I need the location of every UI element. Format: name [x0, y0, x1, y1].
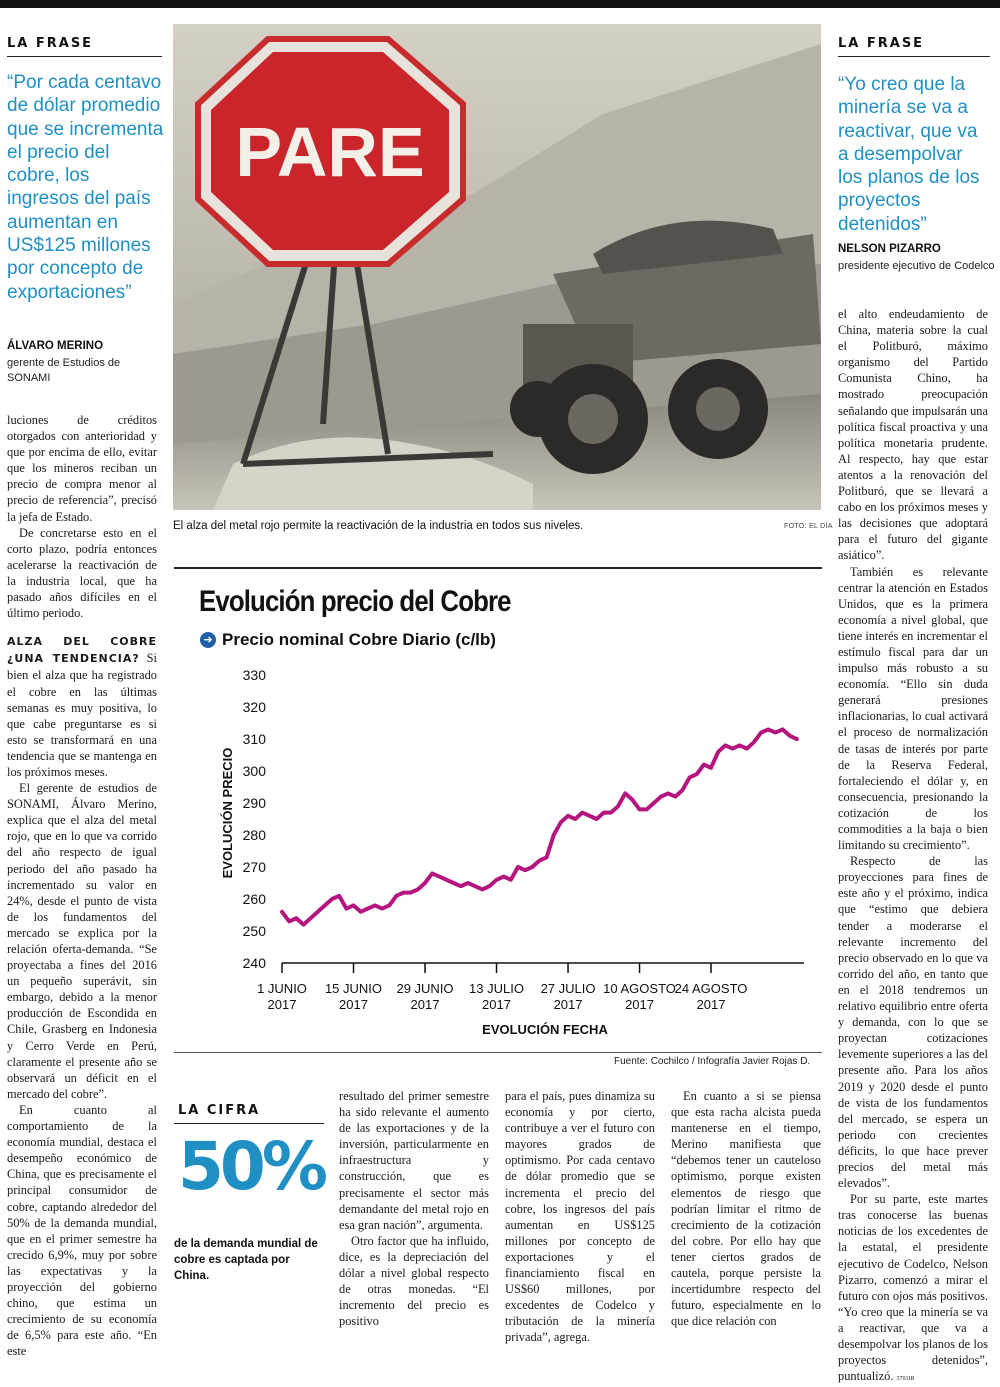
- x-tick-label: 10 AGOSTO: [603, 981, 676, 996]
- right-signature: 3701IR: [896, 1376, 915, 1383]
- y-tick-label: 280: [242, 827, 266, 843]
- bottom-col-1: [339, 1088, 489, 1329]
- x-tick-label: 2017: [553, 997, 583, 1012]
- x-tick-label: 2017: [339, 997, 368, 1012]
- right-quote-name: NELSON PIZARRO: [838, 243, 941, 255]
- x-tick-label: 24 AGOSTO: [674, 981, 748, 996]
- x-axis-label: EVOLUCIÓN FECHA: [482, 1022, 608, 1037]
- chart-top-rule: [174, 567, 822, 569]
- bottom-c3-p1: En cuanto a si se piensa que esta racha alcista pueda mantenerse en el tiempo, Merino manifiesta que “debemos tener un cauteloso optimismo, porque existen elementos de riesgo que podrían limitar el ritmo de crecimiento de la cotización del cobre. Por ello hay que tener ciertos grados de cautela, porque persiste la incertidumbre respecto del futuro, especialmente en lo que dice relación con: [671, 1089, 821, 1329]
- bottom-c2-p1: para el país, pues dinamiza su economía y por cierto, contribuye a ver el futuro con mayores grados de optimismo. Por cada centavo de dólar promedio que se incrementa el precio del cobre, los ingresos del país aumentan en US$125 millones por concepto de exportaciones y el financiamiento fiscal en US$60 millones, por excedentes de Codelco y tributación de la minería privada”, agrega.: [505, 1089, 655, 1345]
- chart-subtitle: Precio nominal Cobre Diario (c/lb): [222, 630, 496, 649]
- x-tick-label: 2017: [625, 997, 654, 1012]
- x-tick-label: 2017: [696, 997, 726, 1012]
- cifra-rule: [174, 1123, 324, 1124]
- chevron-right-icon: ➜: [200, 632, 216, 648]
- x-tick-label: 1 JUNIO: [257, 981, 307, 996]
- x-tick-label: 2017: [482, 997, 511, 1012]
- right-quote-text: “Yo creo que la minería se va a reactivar, que va a desempolvar los planos de los proyectos detenidos”: [838, 74, 980, 235]
- y-axis-label: EVOLUCIÓN PRECIO: [220, 747, 235, 879]
- photo: [173, 24, 821, 510]
- x-axis: [257, 963, 804, 1012]
- x-tick-label: 13 JULIO: [469, 981, 524, 996]
- plot-area: [282, 729, 797, 924]
- left-p4: El gerente de estudios de SONAMI, Álvaro Merino, explica que el alza del metal rojo, que en lo que va corrido del año respecto de igual periodo del año pasado ha incrementado su valor en 24%, desde el punto de vista de los fundamentos del mercado se explica por la relación oferta-demanda. “Se proyectaba a fines del 2016 un pequeño superávit, sin embargo, debido a la menor producción de Escondida en Chile, Grasberg en Indonesia y Cerro Verde en Perú, claramente el presente año se observará un déficit en el mercado del cobre”.: [7, 781, 157, 1101]
- y-tick-label: 310: [242, 731, 266, 747]
- right-p4: Por su parte, este martes tras conocerse las buenas noticias de los excedentes de la estatal, el presidente ejecutivo de Codelco, Nelson Pizarro, comenzó a mirar el futuro con ojos más positivos. “Yo creo que la minería se va a reactivar, que va a desempolvar los planos de los proyectos detenidos”, puntualizó.: [838, 1192, 988, 1384]
- chart-bottom-rule: [174, 1052, 822, 1053]
- left-p2: De concretarse esto en el corto plazo, podría entonces acelerarse la reactivación de la industria local, que ha pasado años difíciles en el último periodo.: [7, 525, 157, 621]
- bottom-col-2: [505, 1088, 655, 1346]
- left-quote-role: gerente de Estudios de SONAMI: [7, 357, 121, 384]
- right-p2: También es relevante centrar la atención en Estados Unidos, que es la primera economía a nivel global, que tiene interés en incrementar el estímulo fiscal para dar un impulso más robusto a su economía. “Ello sin duda generará presiones inflacionarias, lo cual activará el proceso de normalización de tasas de interés por parte de la Reserva Federal, fortaleciendo el dólar y, en consecuencia, presionando la cotización de los commodities a la baja o bien limitando su crecimiento”.: [838, 564, 988, 853]
- top-bar: [0, 0, 1000, 8]
- y-tick-label: 250: [242, 923, 266, 939]
- y-axis-ticks: [243, 667, 267, 971]
- x-tick-label: 2017: [410, 997, 440, 1012]
- y-tick-label: 330: [242, 667, 266, 683]
- price-chart: [174, 655, 822, 1040]
- bottom-c1-p2: Otro factor que ha influido, dice, es la depreciación del dólar a nivel global respecto de otras monedas. “El incremento del precio es positivo: [339, 1233, 489, 1329]
- bottom-col-3: [671, 1088, 821, 1329]
- photo-caption: El alza del metal rojo permite la reactivación de la industria en todos sus niveles.: [173, 520, 584, 532]
- right-p4-wrap: [838, 1191, 988, 1387]
- left-quote-name: ÁLVARO MERINO: [7, 340, 104, 352]
- left-p1: luciones de créditos otorgados con anterioridad y que por encima de ello, evitar que los mineros reciban un precio de compra menor al precio de referencia”, precisó la jefa de Estado.: [7, 413, 157, 524]
- right-p3: Respecto de las proyecciones para fines de este año y el próximo, indica que “estimo que debiera tender a moderarse el relevante incremento del precio observado en lo que va corrido del año, en tanto que en el 2018 tendremos un relativo equilibrio entre oferta y demanda, con lo que se proyectan cotizaciones levemente superiores a las del presente año. Para los años 2019 y 2020 desde el punto de vista de los fundamentos del mercado, se espera un periodo con crecientes déficits, lo que hace prever precios del metal más elevados”.: [838, 854, 988, 1191]
- photo-illustration: [173, 24, 821, 510]
- stop-sign-text: PARE: [235, 113, 425, 191]
- left-column: [7, 412, 157, 1359]
- y-tick-label: 320: [242, 699, 266, 715]
- y-tick-label: 270: [242, 859, 266, 875]
- right-quote-role: presidente ejecutivo de Codelco: [838, 260, 995, 272]
- left-p3-wrap: [7, 633, 157, 780]
- right-column: [838, 306, 988, 1387]
- left-p5: En cuanto al comportamiento de la economía mundial, destaca el desempeño económico de China, que es precisamente el principal consumidor de cobre, captando alrededor del 50% de la demanda mundial, que en el primer semestre ha crecido 6,9%, muy por sobre las expectativas y la proyección del gobierno chino, que estima un crecimiento de su economía de 6,5% para este año. “En este: [7, 1102, 157, 1359]
- chart-source: Fuente: Cochilco / Infografía Javier Rojas D.: [614, 1056, 811, 1067]
- x-tick-label: 15 JUNIO: [324, 981, 383, 996]
- left-quote-kicker: LA FRASE: [7, 36, 94, 51]
- photo-credit: FOTO: EL DÍA: [784, 523, 833, 530]
- bottom-c1-p1: resultado del primer semestre ha sido relevante el aumento de las exportaciones y de la inversión, particularmente en infraestructura y construcción, que es precisamente el sector más demandante del metal rojo en esa gran nación”, argumenta.: [339, 1089, 489, 1232]
- chart-title: Evolución precio del Cobre: [199, 585, 511, 618]
- y-tick-label: 290: [242, 795, 266, 811]
- stop-sign-shape: [198, 39, 463, 264]
- left-p3: Si bien el alza que ha registrado el cobre en las últimas semanas es muy positiva, lo que cabe preguntarse es si esto se transformará en una tendencia que se mantenga en los próximos meses.: [7, 651, 157, 779]
- cifra-number: 50%: [178, 1128, 324, 1205]
- y-tick-label: 260: [242, 891, 266, 907]
- right-p1: el alto endeudamiento de China, materia sobre la cual el Politburó, máximo organismo del Partido Comunista Chino, ha mostrado preocupación señalando que impulsarán una política fiscal proactiva y una política monetaria prudente. Al respecto, hay que estar atentos a la renovación del Politburó, que se llevará a cabo en los próximos meses y las decisiones que adoptará para el futuro del gigante asiático”.: [838, 307, 988, 563]
- left-quote-rule: [7, 56, 162, 57]
- cifra-kicker: LA CIFRA: [178, 1103, 261, 1118]
- y-tick-label: 240: [242, 955, 266, 971]
- x-tick-label: 29 JUNIO: [396, 981, 454, 996]
- price-series-line: [282, 729, 797, 924]
- left-quote-text: “Por cada centavo de dólar promedio que se incrementa el precio del cobre, los ingresos del país aumentan en US$125 millones por concepto de exportaciones”: [7, 72, 164, 303]
- cifra-text: de la demanda mundial de cobre es captada por China.: [174, 1238, 318, 1282]
- y-tick-label: 300: [242, 763, 266, 779]
- right-quote-kicker: LA FRASE: [838, 36, 925, 51]
- x-tick-label: 27 JULIO: [540, 981, 596, 996]
- left-subhead: ALZA DEL COBRE ¿UNA TENDENCIA?: [7, 635, 157, 666]
- right-quote-rule: [838, 56, 990, 57]
- x-tick-label: 2017: [267, 997, 297, 1012]
